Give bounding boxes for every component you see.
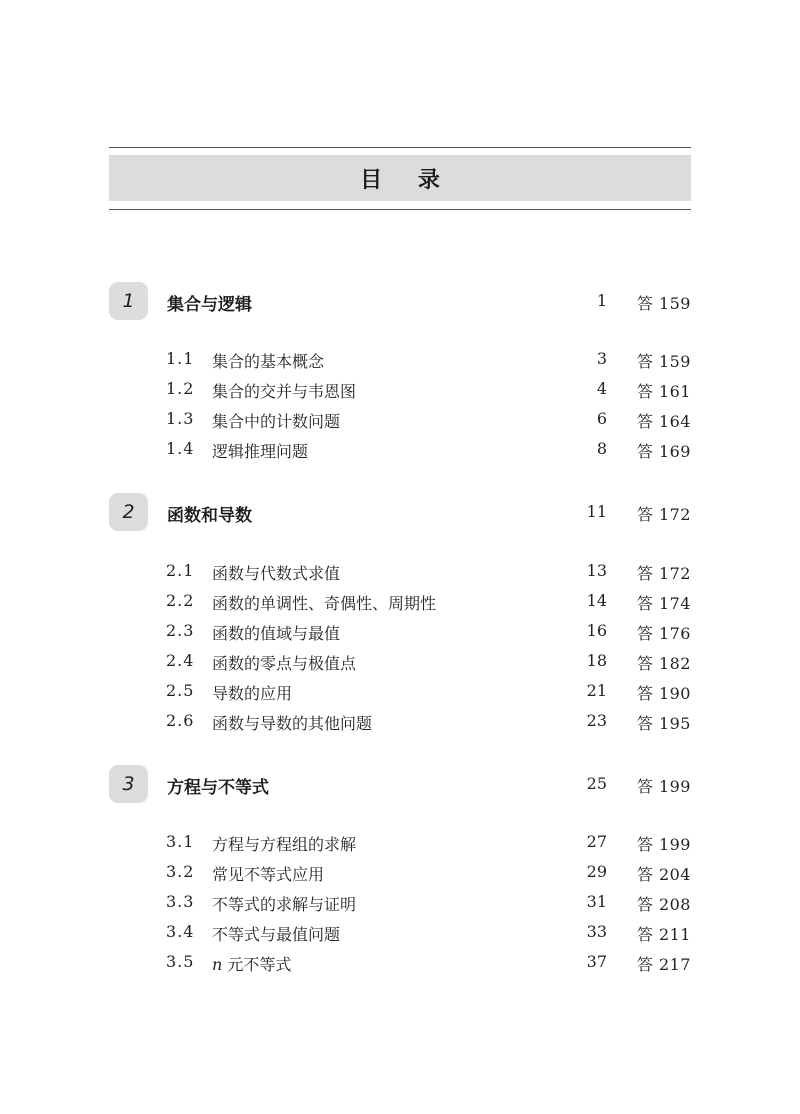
section-answer-page: 答 176	[636, 624, 691, 643]
chapter-answer-page: 答 159	[636, 294, 691, 313]
section-page: 6	[596, 409, 607, 428]
chapter-title: 集合与逻辑	[167, 295, 252, 315]
section-answer-page: 答 164	[636, 412, 691, 431]
section-page: 37	[586, 952, 607, 971]
section-answer-page: 答 204	[636, 865, 691, 884]
section-title-text: 元不等式	[227, 955, 292, 974]
section-page: 16	[586, 621, 607, 640]
section-title: 集合中的计数问题	[212, 412, 341, 431]
section-number: 3.5	[166, 952, 195, 971]
chapter-page: 1	[596, 291, 607, 310]
section-2-3[interactable]	[166, 621, 691, 645]
section-answer-page: 答 211	[636, 925, 691, 944]
section-title: 方程与方程组的求解	[212, 835, 357, 854]
section-answer-page: 答 161	[636, 382, 691, 401]
section-answer-page: 答 195	[636, 714, 691, 733]
section-1-3[interactable]	[166, 409, 691, 433]
chapter-answer-page: 答 199	[636, 777, 691, 796]
section-title: 集合的基本概念	[212, 352, 325, 371]
section-answer-page: 答 172	[636, 564, 691, 583]
section-title-variable: n	[212, 955, 223, 974]
section-2-2[interactable]	[166, 591, 691, 615]
section-3-4[interactable]	[166, 922, 691, 946]
section-title: 函数的零点与极值点	[212, 654, 357, 673]
section-number: 3.3	[166, 892, 195, 911]
chapter-title: 方程与不等式	[167, 778, 269, 798]
section-3-3[interactable]	[166, 892, 691, 916]
section-number: 3.1	[166, 832, 195, 851]
chapter-3[interactable]	[109, 765, 691, 805]
section-title: 函数的值域与最值	[212, 624, 341, 643]
chapter-1[interactable]	[109, 282, 691, 322]
section-number: 3.2	[166, 862, 195, 881]
section-title: 函数的单调性、奇偶性、周期性	[212, 594, 437, 613]
page-title: 目 录	[360, 167, 454, 193]
section-page: 3	[596, 349, 607, 368]
chapter-badge: 1	[109, 282, 148, 320]
section-3-1[interactable]	[166, 832, 691, 856]
section-number: 2.4	[166, 651, 195, 670]
section-number: 1.2	[166, 379, 195, 398]
section-page: 13	[586, 561, 607, 580]
section-title: 函数与导数的其他问题	[212, 714, 373, 733]
section-3-5[interactable]	[166, 952, 691, 976]
section-page: 21	[586, 681, 607, 700]
section-number: 2.3	[166, 621, 195, 640]
section-page: 8	[596, 439, 607, 458]
section-title: 逻辑推理问题	[212, 442, 309, 461]
section-page: 33	[586, 922, 607, 941]
chapter-answer-page: 答 172	[636, 505, 691, 524]
section-answer-page: 答 217	[636, 955, 691, 974]
section-answer-page: 答 199	[636, 835, 691, 854]
chapter-badge: 3	[109, 765, 148, 803]
section-2-6[interactable]	[166, 711, 691, 735]
chapter-page: 25	[586, 774, 607, 793]
bottom-rule	[109, 209, 691, 210]
chapter-page: 11	[586, 502, 607, 521]
section-number: 2.5	[166, 681, 195, 700]
chapter-2[interactable]	[109, 493, 691, 533]
section-number: 2.6	[166, 711, 195, 730]
section-page: 23	[586, 711, 607, 730]
chapter-badge: 2	[109, 493, 148, 531]
section-number: 1.1	[166, 349, 195, 368]
section-page: 4	[596, 379, 607, 398]
title-band	[109, 155, 691, 201]
section-2-5[interactable]	[166, 681, 691, 705]
section-number: 1.4	[166, 439, 195, 458]
section-2-4[interactable]	[166, 651, 691, 675]
section-number: 3.4	[166, 922, 195, 941]
chapter-title: 函数和导数	[167, 506, 252, 526]
section-title: 导数的应用	[212, 684, 293, 703]
section-number: 1.3	[166, 409, 195, 428]
section-answer-page: 答 169	[636, 442, 691, 461]
section-title: 集合的交并与韦恩图	[212, 382, 357, 401]
section-page: 14	[586, 591, 607, 610]
section-number: 2.2	[166, 591, 195, 610]
section-page: 31	[586, 892, 607, 911]
section-answer-page: 答 159	[636, 352, 691, 371]
section-1-2[interactable]	[166, 379, 691, 403]
section-title: 常见不等式应用	[212, 865, 325, 884]
section-title	[212, 952, 291, 975]
section-title: 不等式与最值问题	[212, 925, 341, 944]
section-answer-page: 答 182	[636, 654, 691, 673]
section-3-2[interactable]	[166, 862, 691, 886]
section-page: 29	[586, 862, 607, 881]
section-1-1[interactable]	[166, 349, 691, 373]
section-1-4[interactable]	[166, 439, 691, 463]
section-2-1[interactable]	[166, 561, 691, 585]
section-answer-page: 答 174	[636, 594, 691, 613]
section-page: 18	[586, 651, 607, 670]
section-number: 2.1	[166, 561, 195, 580]
section-answer-page: 答 190	[636, 684, 691, 703]
top-rule	[109, 147, 691, 148]
section-answer-page: 答 208	[636, 895, 691, 914]
section-title: 不等式的求解与证明	[212, 895, 357, 914]
section-page: 27	[586, 832, 607, 851]
section-title: 函数与代数式求值	[212, 564, 341, 583]
